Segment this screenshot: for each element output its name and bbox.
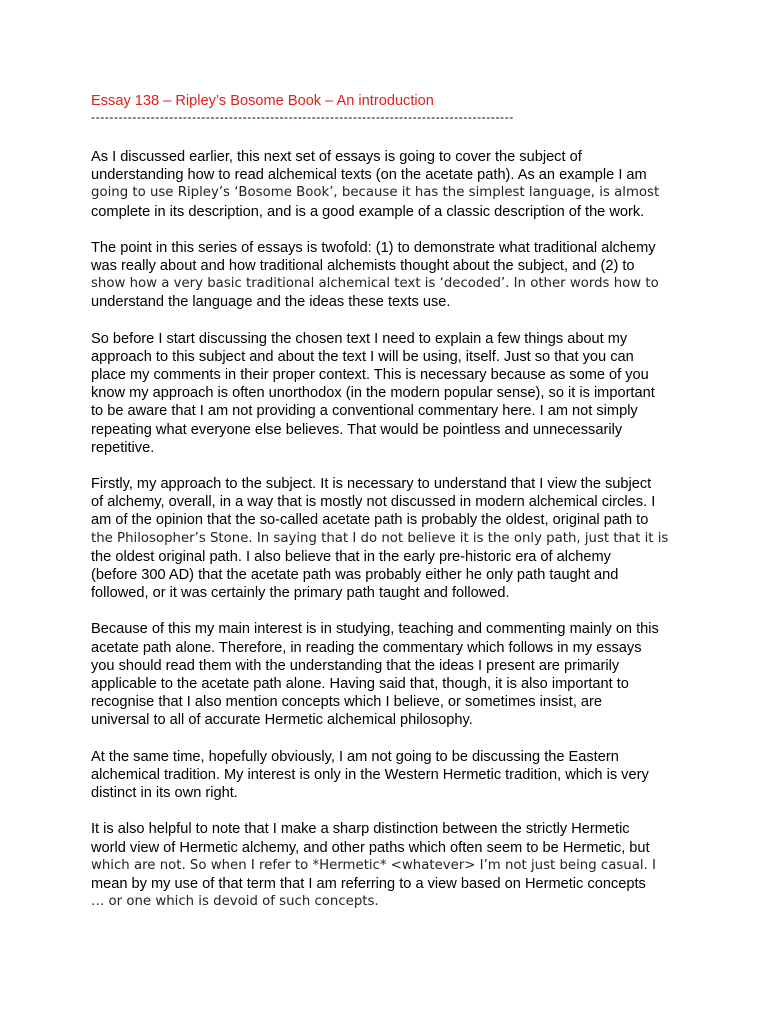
text-line: you should read them with the understanding that the ideas I present are primarily xyxy=(91,657,620,674)
text-line: complete in its description, and is a good example of a classic description of the work. xyxy=(91,203,645,220)
text-line: know my approach is often unorthodox (in the modern popular sense), so it is important xyxy=(91,385,655,402)
text-line: Because of this my main interest is in studying, teaching and commenting mainly on this xyxy=(91,621,659,638)
paragraph-5 xyxy=(91,620,681,729)
text-line: understand the language and the ideas these texts use. xyxy=(91,294,451,311)
text-line: At the same time, hopefully obviously, I am not going to be discussing the Eastern xyxy=(91,748,619,765)
text-line: alchemical tradition. My interest is only in the Western Hermetic tradition, which is very xyxy=(91,766,649,783)
text-line: It is also helpful to note that I make a sharp distinction between the strictly Hermetic xyxy=(91,821,630,838)
document-body xyxy=(91,92,681,929)
paragraph-3 xyxy=(91,330,681,457)
text-line: going to use Ripley’s ‘Bosome Book’, because it has the simplest language, is almost xyxy=(91,185,660,201)
text-line: which are not. So when I refer to *Hermetic* <whatever> I’m not just being casual. I xyxy=(91,857,656,873)
text-line: Firstly, my approach to the subject. It is necessary to understand that I view the subject xyxy=(91,476,652,493)
text-line: was really about and how traditional alchemists thought about the subject, and (2) to xyxy=(91,258,635,275)
text-line: … or one which is devoid of such concepts. xyxy=(91,894,379,910)
text-line: As I discussed earlier, this next set of essays is going to cover the subject of xyxy=(91,149,582,165)
paragraph-2 xyxy=(91,239,681,312)
text-line: am of the opinion that the so-called acetate path is probably the oldest, original path to xyxy=(91,512,649,529)
text-line: of alchemy, overall, in a way that is mostly not discussed in modern alchemical circles. I xyxy=(91,494,656,511)
text-line: acetate path alone. Therefore, in reading the commentary which follows in my essays xyxy=(91,639,642,656)
text-line: The point in this series of essays is twofold: (1) to demonstrate what traditional alchemy xyxy=(91,239,656,256)
text-line: repetitive. xyxy=(91,439,155,456)
paragraph-7 xyxy=(91,820,681,911)
text-line: world view of Hermetic alchemy, and other paths which often seem to be Hermetic, but xyxy=(91,839,650,856)
essay-title: Essay 138 – Ripley’s Bosome Book – An introduction xyxy=(91,93,434,109)
text-line: (before 300 AD) that the acetate path was probably either he only path taught and xyxy=(91,567,619,584)
paragraph-4 xyxy=(91,475,681,602)
paragraph-6 xyxy=(91,748,681,803)
text-line: show how a very basic traditional alchemical text is ‘decoded’. In other words how to xyxy=(91,276,659,292)
text-line: the oldest original path. I also believe that in the early pre-historic era of alchemy xyxy=(91,548,611,565)
text-line: place my comments in their proper context. This is necessary because as some of you xyxy=(91,367,649,384)
text-line: recognise that I also mention concepts which I believe, or sometimes insist, are xyxy=(91,694,603,711)
text-line: repeating what everyone else believes. That would be pointless and unnecessarily xyxy=(91,421,623,438)
text-line: to be aware that I am not providing a conventional commentary here. I am not simply xyxy=(91,403,638,420)
title-divider: -------------------------------------------------------------------------------------------- xyxy=(91,110,514,124)
text-line: distinct in its own right. xyxy=(91,785,238,802)
text-line: understanding how to read alchemical texts (on the acetate path). As an example I am xyxy=(91,167,647,184)
text-line: So before I start discussing the chosen text I need to explain a few things about my xyxy=(91,330,628,347)
text-line: followed, or it was certainly the primary path taught and followed. xyxy=(91,585,510,602)
paragraph-1 xyxy=(91,148,681,221)
text-line: the Philosopher’s Stone. In saying that I do not believe it is the only path, just that it is xyxy=(91,530,669,546)
text-line: mean by my use of that term that I am referring to a view based on Hermetic concepts xyxy=(91,875,646,892)
text-line: applicable to the acetate path alone. Having said that, though, it is also important to xyxy=(91,676,629,693)
text-line: approach to this subject and about the text I will be using, itself. Just so that you can xyxy=(91,348,634,365)
text-line: universal to all of accurate Hermetic alchemical philosophy. xyxy=(91,712,473,729)
